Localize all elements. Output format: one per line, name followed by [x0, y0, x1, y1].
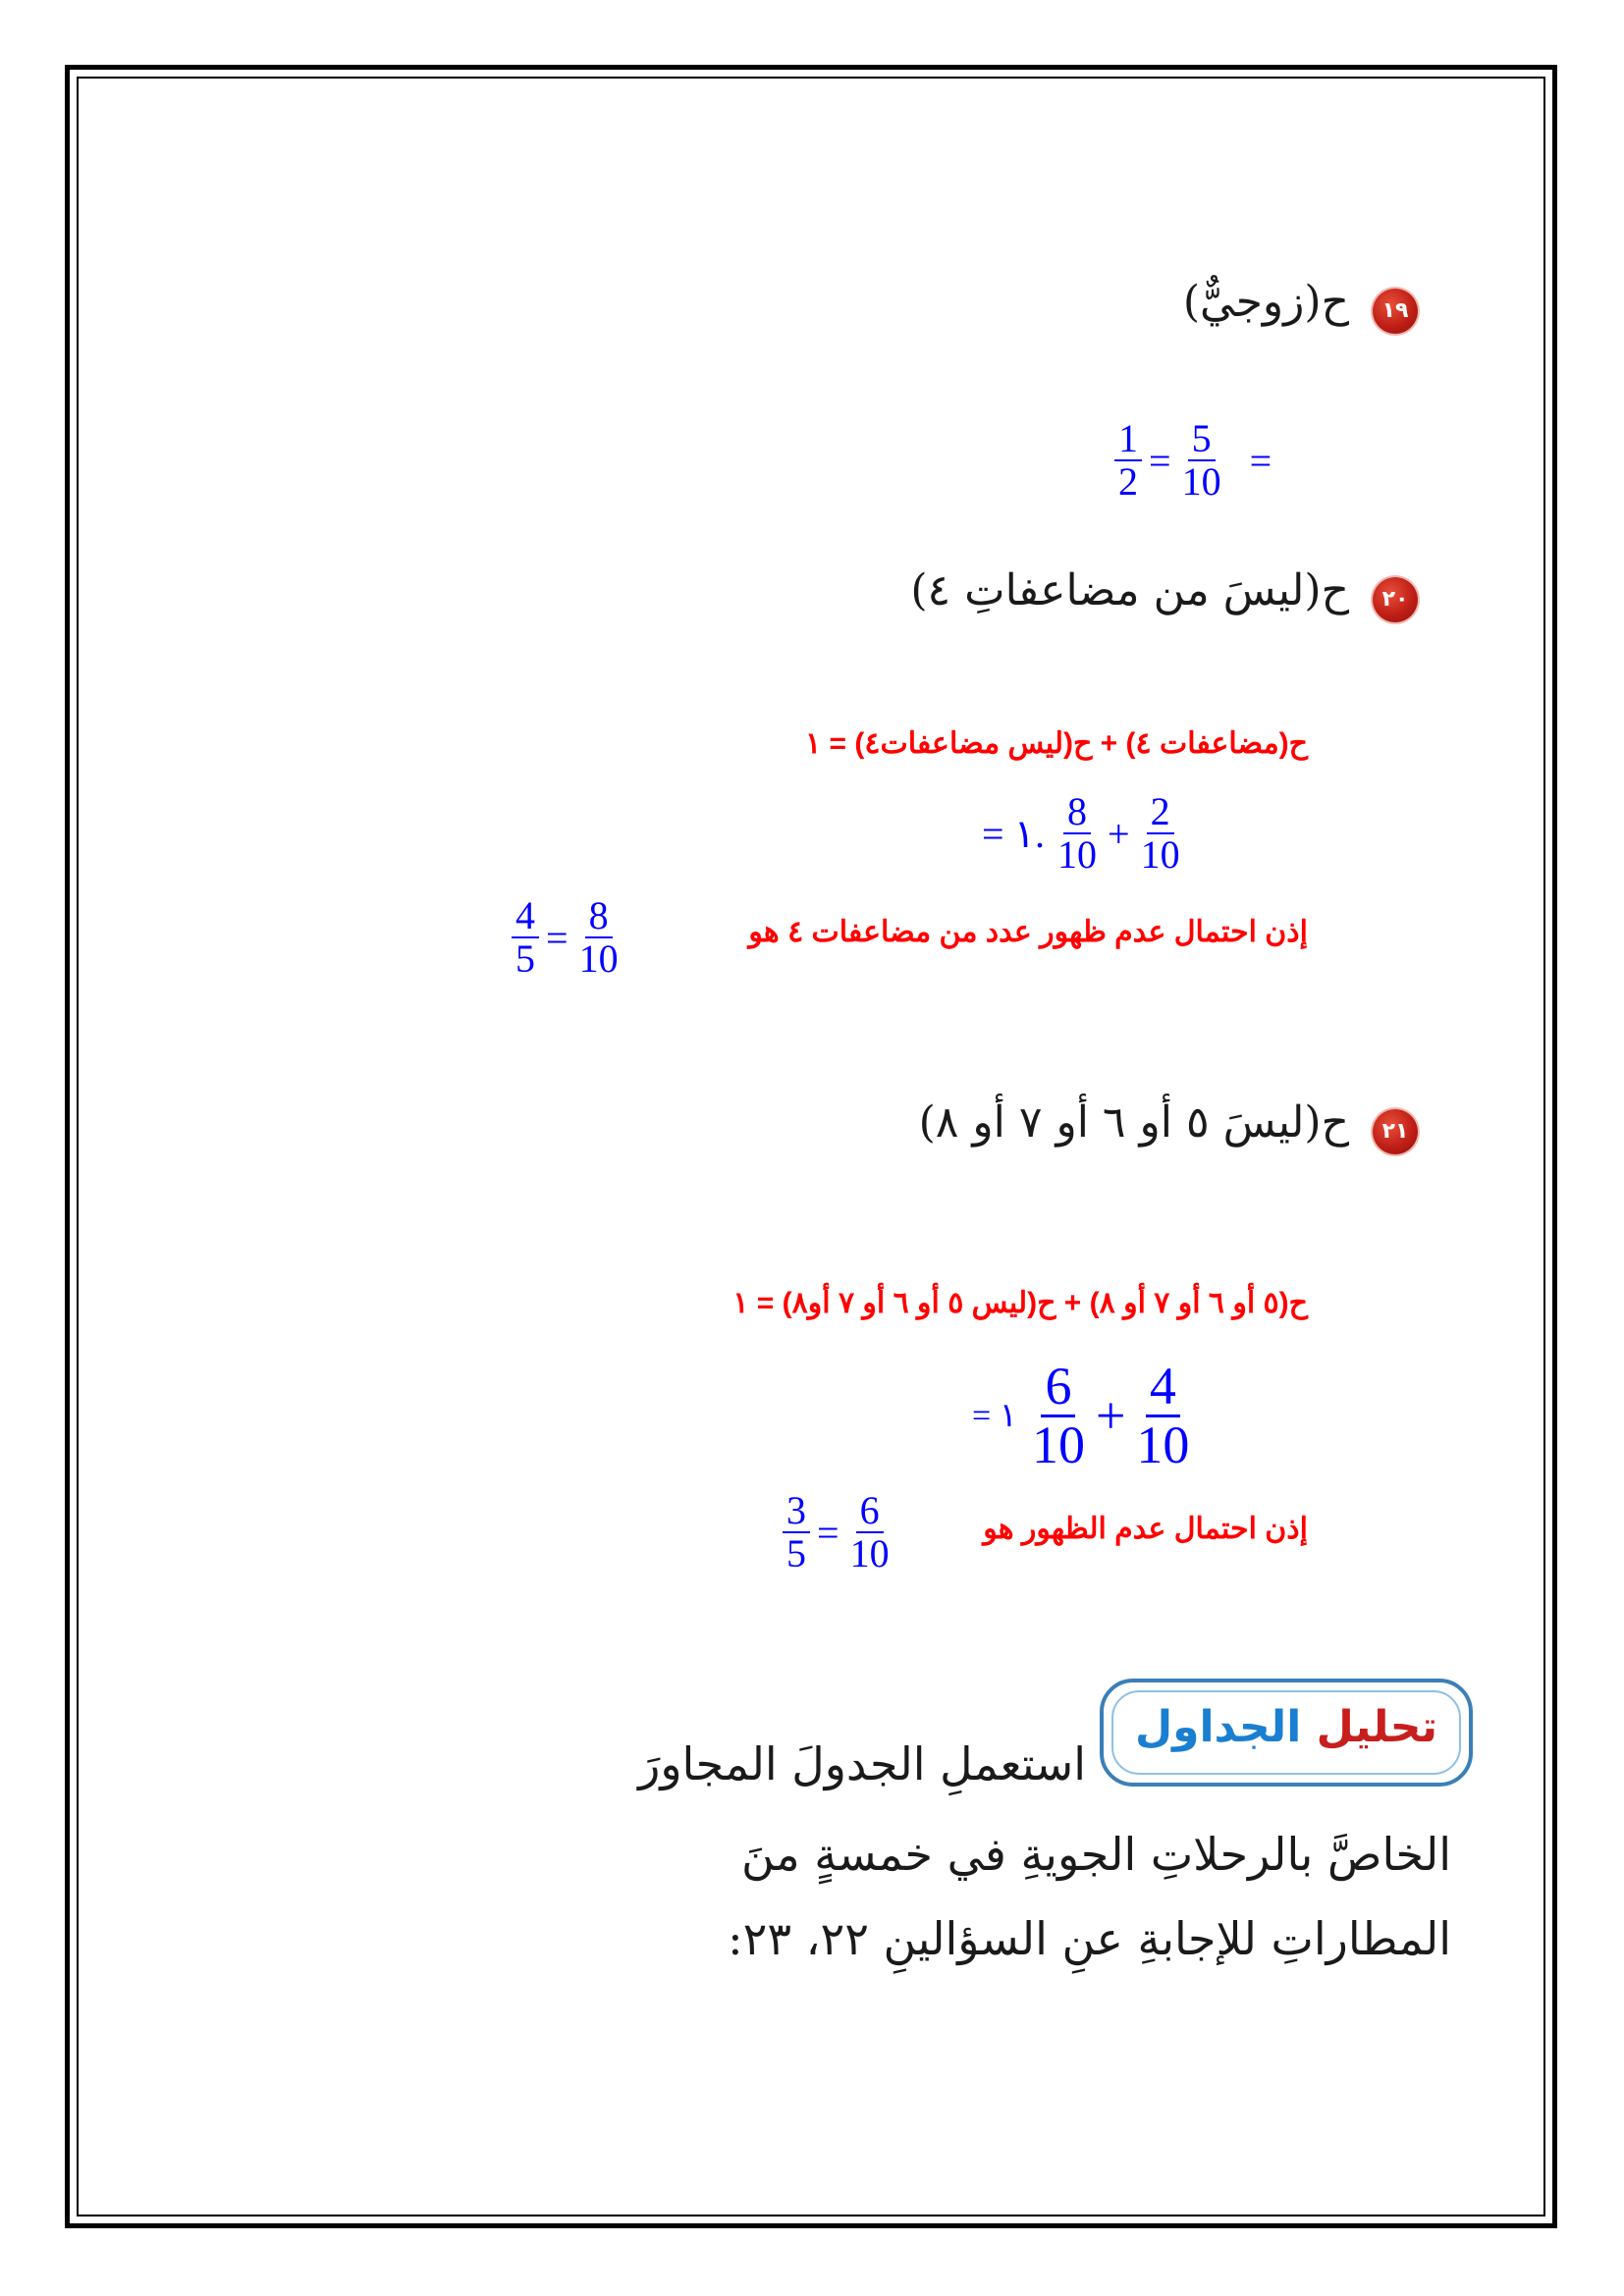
q21-sum-work: = ١ $\frac{6}{10}$ + $\frac{4}{10}$: [972, 1359, 1196, 1472]
tables-instruction-line-2: الخاصَّ بالرحلاتِ الجويةِ في خمسةٍ منَ: [740, 1828, 1451, 1881]
fraction: $\frac{2}{10}$: [1140, 789, 1180, 877]
question-21-prompt: ح(ليسَ ٥ أو ٦ أو ٧ أو ٨): [918, 1097, 1349, 1148]
fraction: $\frac{6}{10}$: [1031, 1357, 1085, 1474]
fraction: $\frac{8}{10}$: [1057, 789, 1098, 877]
tables-analysis-title: [1119, 1702, 1453, 1752]
question-19-badge: ١٩: [1373, 289, 1418, 334]
fraction: $\frac{3}{5}$: [783, 1490, 810, 1575]
question-20-prompt: ح(ليسَ من مضاعفاتِ ٤): [910, 565, 1349, 615]
tables-instruction-line-3: المطاراتِ للإجابةِ عنِ السؤالينِ ٢٢، ٢٣:: [728, 1912, 1451, 1965]
title-word-analysis: تحليل: [1316, 1702, 1438, 1752]
question-19-prompt: ح(زوجيٌّ): [1182, 277, 1349, 327]
fraction: $\frac{8}{10}$: [578, 893, 619, 981]
fraction: $\frac{1}{2}$: [1114, 418, 1142, 503]
q21-answer: $\frac{3}{5}$ = $\frac{6}{10}$: [780, 1490, 896, 1575]
q20-answer: $\frac{4}{5}$ = $\frac{8}{10}$: [509, 895, 625, 980]
q21-conclusion: إذن احتمال عدم الظهور هو: [983, 1513, 1308, 1545]
q21-complement-rule: ح(٥ أو ٦ أو ٧ أو ٨) + ح(ليس ٥ أو ٦ أو ٧ أو٨) = ١: [732, 1287, 1308, 1319]
fraction: $\frac{4}{10}$: [1136, 1357, 1190, 1474]
fraction: $\frac{4}{5}$: [512, 895, 539, 980]
tables-instruction-line-1: استعملِ الجدولَ المجاورَ: [638, 1737, 1086, 1790]
question-21-badge: ٢١: [1373, 1109, 1418, 1154]
question-20-badge: ٢٠: [1373, 577, 1418, 622]
q20-conclusion: إذن احتمال عدم ظهور عدد من مضاعفات ٤ هو: [748, 916, 1308, 948]
fraction: $\frac{6}{10}$: [849, 1488, 890, 1575]
q20-sum-work: = ١. $\frac{8}{10}$ + $\frac{2}{10}$: [982, 791, 1187, 876]
q20-complement-rule: ح(مضاعفات ٤) + ح(ليس مضاعفات٤) = ١: [805, 727, 1308, 760]
fraction: $\frac{5}{10}$: [1181, 416, 1221, 504]
q19-probability-work: $\frac{1}{2}$ = $\frac{5}{10}$ =: [1111, 418, 1275, 503]
title-word-tables: الجداول: [1134, 1702, 1302, 1752]
